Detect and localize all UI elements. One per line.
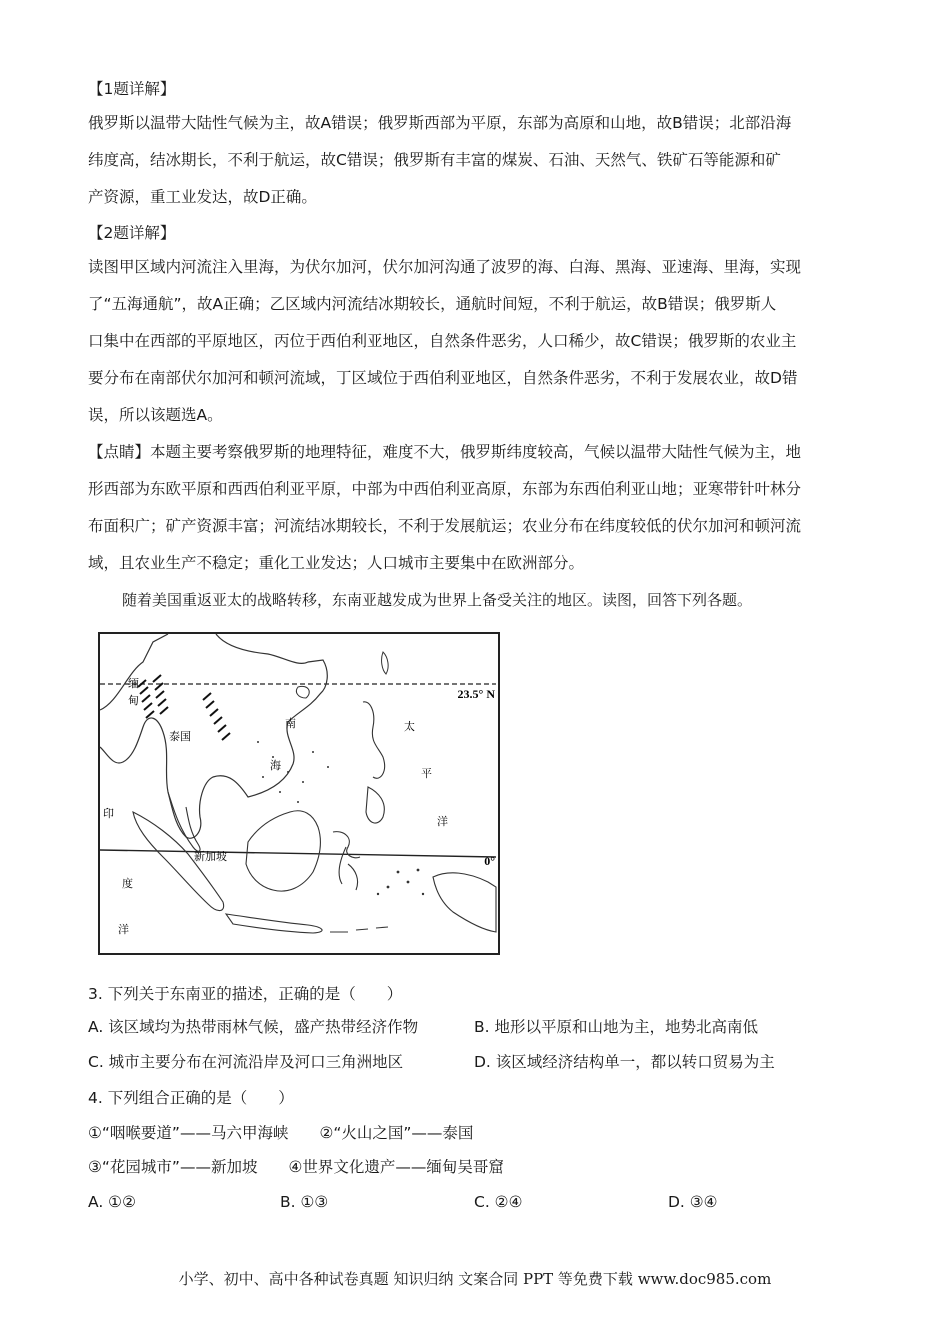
label-indian-3: 洋 [118, 923, 129, 936]
q4-option-c: C. ②④ [474, 1193, 523, 1211]
label-indian-1: 印 [103, 807, 114, 820]
comment-line-1: 【点睛】本题主要考察俄罗斯的地理特征，难度不大，俄罗斯纬度较高，气候以温带大陆性气候为主，地 [88, 443, 802, 461]
section1-line-3: 产资源，重工业发达，故D正确。 [88, 188, 317, 206]
label-myanmar-1: 缅 [128, 677, 139, 690]
q3-option-a: A. 该区域均为热带雨林气候，盛产热带经济作物 [88, 1018, 419, 1036]
label-pacific-2: 平 [421, 767, 432, 780]
section2-line-3: 口集中在西部的平原地区，丙位于西伯利亚地区，自然条件恶劣，人口稀少，故C错误；俄罗斯的农业主 [88, 332, 797, 350]
q4-option-d: D. ③④ [668, 1193, 718, 1211]
label-south-sea-1: 南 [285, 717, 296, 730]
label-pacific-1: 太 [404, 720, 415, 733]
comment-line-4: 域，且农业生产不稳定；重化工业发达；人口城市主要集中在欧洲部分。 [88, 554, 585, 572]
section1-line-2: 纬度高，结冰期长，不利于航运，故C错误；俄罗斯有丰富的煤炭、石油、天然气、铁矿石等能源和矿 [88, 151, 781, 169]
section2-line-1: 读图甲区域内河流注入里海，为伏尔加河，伏尔加河沟通了波罗的海、白海、黑海、亚速海、里海，实现 [88, 258, 802, 276]
q3-stem: 3. 下列关于东南亚的描述，正确的是（ ） [88, 985, 403, 1003]
intro-text: 随着美国重返亚太的战略转移，东南亚越发成为世界上备受关注的地区。读图，回答下列各题。 [122, 591, 753, 609]
label-south-sea-2: 海 [270, 759, 281, 772]
comment-line-3: 布面积广；矿产资源丰富；河流结冰期较长，不利于发展航运；农业分布在纬度较低的伏尔加河和顿河流 [88, 517, 802, 535]
section2-line-5: 误，所以该题选A。 [88, 406, 223, 424]
q3-option-b: B. 地形以平原和山地为主，地势北高南低 [474, 1018, 758, 1036]
q4-items-line-2: ③“花园城市”——新加坡 ④世界文化遗产——缅甸吴哥窟 [88, 1158, 504, 1176]
label-indian-2: 度 [122, 877, 133, 890]
footer-text: 小学、初中、高中各种试卷真题 知识归纳 文案合同 PPT 等免费下载 www.doc985.com [178, 1270, 772, 1288]
comment-line-2: 形西部为东欧平原和西西伯利亚平原，中部为中西伯利亚高原，东部为东西伯利亚山地；亚寒带针叶林分 [88, 480, 802, 498]
equator-label: 0° [484, 854, 495, 868]
q3-option-d: D. 该区域经济结构单一，都以转口贸易为主 [474, 1053, 775, 1071]
section2-line-4: 要分布在南部伏尔加河和顿河流域，丁区域位于西伯利亚地区，自然条件恶劣，不利于发展农业，故D错 [88, 369, 798, 387]
label-thailand: 泰国 [169, 730, 191, 743]
label-singapore: 新加坡 [194, 850, 227, 863]
map-frame [99, 633, 499, 954]
q4-stem: 4. 下列组合正确的是（ ） [88, 1089, 294, 1107]
southeast-asia-map [98, 632, 500, 955]
q3-option-c: C. 城市主要分布在河流沿岸及河口三角洲地区 [88, 1053, 404, 1071]
label-myanmar-2: 甸 [128, 694, 139, 707]
q4-items-line-1: ①“咽喉要道”——马六甲海峡 ②“火山之国”——泰国 [88, 1124, 474, 1142]
section2-title: 【2题详解】 [88, 224, 176, 242]
section1-line-1: 俄罗斯以温带大陆性气候为主，故A错误；俄罗斯西部为平原，东部为高原和山地，故B错误；北部沿海 [88, 114, 792, 132]
section1-title: 【1题详解】 [88, 80, 176, 98]
q4-option-a: A. ①② [88, 1193, 136, 1211]
tropic-label: 23.5° N [457, 687, 495, 701]
label-pacific-3: 洋 [437, 815, 448, 828]
section2-line-2: 了“五海通航”，故A正确；乙区域内河流结冰期较长，通航时间短，不利于航运，故B错误；俄罗斯人 [88, 295, 777, 313]
q4-option-b: B. ①③ [280, 1193, 329, 1211]
